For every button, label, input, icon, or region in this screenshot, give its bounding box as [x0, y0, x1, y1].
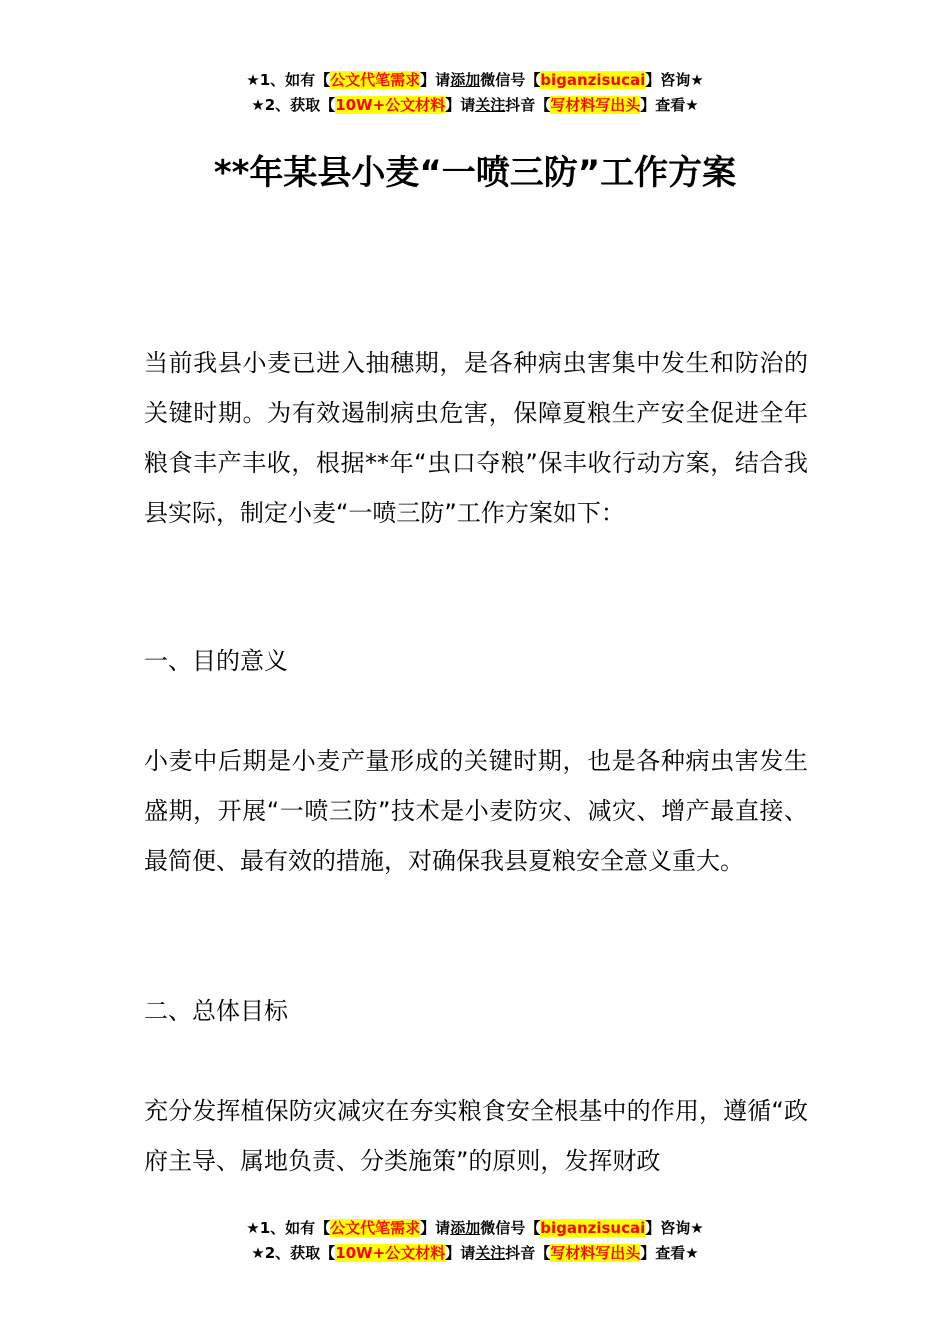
promo-underline: 关注 [475, 96, 506, 114]
paragraph-text: 充分发挥植保防灾减灾在夯实粮食安全根基中的作用，遵循“政府主导、属地负责、分类施策”的原则，发挥财政 [144, 1097, 808, 1175]
section-paragraph-2 [144, 1086, 808, 1186]
promo-line-2 [0, 93, 950, 118]
promo-text: 】请 [445, 1244, 476, 1262]
promo-line-2 [0, 1241, 950, 1266]
section-heading-2 [144, 986, 808, 1036]
promo-text: 微信号【 [480, 71, 541, 89]
promo-line-1 [0, 68, 950, 93]
promo-highlight: 10W+公文材料 [335, 96, 446, 114]
promo-highlight: 写材料写出头 [550, 96, 641, 114]
section-paragraph-1 [144, 736, 808, 886]
promo-text: 】查看★ [640, 1244, 699, 1262]
promo-text: ★2、获取【 [251, 1244, 336, 1262]
promo-header [0, 68, 950, 118]
promo-text: ★1、如有【 [246, 71, 331, 89]
promo-text: 】咨询★ [645, 71, 704, 89]
promo-line-1 [0, 1216, 950, 1241]
promo-text: ★2、获取【 [251, 96, 336, 114]
promo-highlight: biganzisucai [540, 1219, 646, 1237]
promo-text: 】查看★ [640, 96, 699, 114]
promo-underline: 添加 [450, 1219, 481, 1237]
promo-highlight: 10W+公文材料 [335, 1244, 446, 1262]
section-heading-1 [144, 636, 808, 686]
promo-text: 】请 [420, 1219, 451, 1237]
document-title: **年某县小麦“一喷三防”工作方案 [213, 153, 737, 193]
promo-text: 】请 [445, 96, 476, 114]
paragraph-text: 当前我县小麦已进入抽穗期，是各种病虫害集中发生和防治的关键时期。为有效遏制病虫危害，保障夏粮生产安全促进全年粮食丰产丰收，根据**年“虫口夺粮”保丰收行动方案，结合我县实际，制定小麦“一喷三防”工作方案如下： [144, 349, 808, 527]
promo-text: 】请 [420, 71, 451, 89]
promo-underline: 关注 [475, 1244, 506, 1262]
promo-text: 】咨询★ [645, 1219, 704, 1237]
promo-highlight: 写材料写出头 [550, 1244, 641, 1262]
promo-text: 微信号【 [480, 1219, 541, 1237]
promo-highlight: biganzisucai [540, 71, 646, 89]
promo-text: 抖音【 [505, 96, 551, 114]
promo-highlight: 公文代笔需求 [330, 71, 421, 89]
paragraph-text: 小麦中后期是小麦产量形成的关键时期，也是各种病虫害发生盛期，开展“一喷三防”技术是小麦防灾、减灾、增产最直接、最简便、最有效的措施，对确保我县夏粮安全意义重大。 [144, 747, 808, 875]
heading-text: 一、目的意义 [144, 647, 288, 675]
promo-text: ★1、如有【 [246, 1219, 331, 1237]
heading-text: 二、总体目标 [144, 997, 288, 1025]
promo-underline: 添加 [450, 71, 481, 89]
intro-paragraph [144, 338, 808, 538]
promo-text: 抖音【 [505, 1244, 551, 1262]
promo-footer [0, 1216, 950, 1266]
promo-highlight: 公文代笔需求 [330, 1219, 421, 1237]
